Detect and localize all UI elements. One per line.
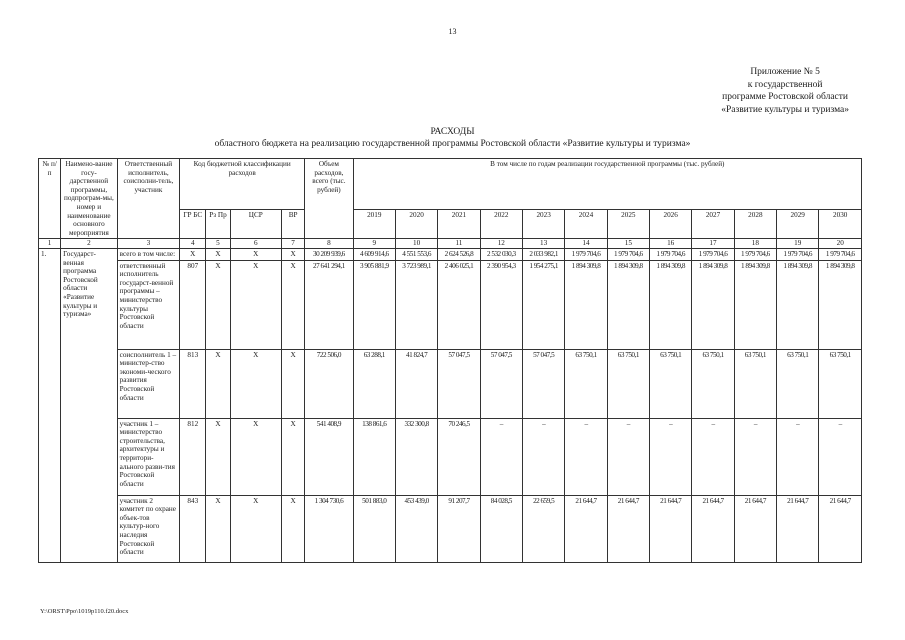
year-value-cell: – [522,418,564,495]
header-year: 2024 [565,210,607,239]
year-value-cell: 1 979 704,6 [734,248,776,260]
expenditure-table [38,158,862,563]
header-by-year: В том числе по годам реализации государственной программы (тыс. рублей) [353,159,861,210]
header-budget-code: Код бюджетной классификации расходов [180,159,305,210]
executor-cell: участник 1 – министерство строительства, архитектуры и территори-ального разви-тия Ростовской области [117,418,180,495]
year-value-cell: 1 894 309,8 [692,260,734,349]
year-value-cell: 3 905 881,9 [353,260,395,349]
year-value-cell: 1 979 704,6 [650,248,692,260]
rzpr-cell: X [206,495,230,562]
year-value-cell: 1 894 309,8 [734,260,776,349]
header-year: 2030 [819,210,862,239]
column-number: 12 [480,239,522,249]
column-number: 10 [395,239,437,249]
column-number: 11 [438,239,480,249]
year-value-cell: 1 979 704,6 [565,248,607,260]
total-cell: 1 304 730,6 [305,495,353,562]
year-value-cell: 21 644,7 [692,495,734,562]
table-row [39,349,862,418]
vr-cell: X [281,260,304,349]
file-path-footer: Y:\ORST\Ppo\1019p110.f20.docx [40,608,129,615]
column-number: 20 [819,239,862,249]
year-value-cell: – [692,418,734,495]
year-value-cell: 21 644,7 [565,495,607,562]
document-title-block [0,126,905,150]
column-number: 14 [565,239,607,249]
appendix-line-3: программе Ростовской области [722,92,849,102]
vr-cell: X [281,248,304,260]
year-value-cell: 1 894 309,8 [565,260,607,349]
grbs-cell: X [180,248,206,260]
year-value-cell: 1 894 309,8 [819,260,862,349]
header-year: 2021 [438,210,480,239]
table-row [39,418,862,495]
header-year: 2023 [522,210,564,239]
header-executor: Ответственный исполнитель, соисполни-тель, участник [117,159,180,239]
executor-cell: соисполнитель 1 – министер-ство экономи-ческого развития Ростовской области [117,349,180,418]
column-number: 17 [692,239,734,249]
year-value-cell: 63 750,1 [607,349,649,418]
csr-cell: X [230,418,281,495]
column-number: 4 [180,239,206,249]
header-total-volume: Объем расходов, всего (тыс. рублей) [305,159,353,239]
year-value-cell: 84 028,5 [480,495,522,562]
year-value-cell: 332 300,8 [395,418,437,495]
year-value-cell: – [734,418,776,495]
column-number: 19 [777,239,819,249]
header-year: 2028 [734,210,776,239]
header-num: № п/п [39,159,61,239]
vr-cell: X [281,349,304,418]
header-vr: ВР [281,210,304,239]
column-number: 8 [305,239,353,249]
year-value-cell: 2 532 030,3 [480,248,522,260]
executor-cell: всего в том числе: [117,248,180,260]
column-number: 7 [281,239,304,249]
year-value-cell: 1 894 309,8 [777,260,819,349]
year-value-cell: 1 894 309,8 [607,260,649,349]
year-value-cell: – [480,418,522,495]
appendix-line-1: Приложение № 5 [750,67,820,77]
year-value-cell: 21 644,7 [607,495,649,562]
csr-cell: X [230,349,281,418]
table-row [39,260,862,349]
rzpr-cell: X [206,248,230,260]
page-number: 13 [448,27,457,36]
year-value-cell: 63 750,1 [777,349,819,418]
executor-cell: участник 2 комитет по охране объек-тов культур-ного наследия Ростовской области [117,495,180,562]
grbs-cell: 807 [180,260,206,349]
rzpr-cell: X [206,418,230,495]
year-value-cell: 41 824,7 [395,349,437,418]
year-value-cell: 63 750,1 [692,349,734,418]
year-value-cell: 21 644,7 [777,495,819,562]
year-value-cell: 3 723 989,1 [395,260,437,349]
year-value-cell: 4 609 914,6 [353,248,395,260]
year-value-cell: 2 406 025,1 [438,260,480,349]
column-number: 18 [734,239,776,249]
document-subtitle: областного бюджета на реализацию государственной программы Ростовской области «Развитие культуры и туризма» [214,139,691,149]
year-value-cell: 2 624 526,8 [438,248,480,260]
year-value-cell: 63 288,1 [353,349,395,418]
column-number: 9 [353,239,395,249]
header-rzpr: Рз Пр [206,210,230,239]
total-cell: 30 209 939,6 [305,248,353,260]
year-value-cell: 501 883,0 [353,495,395,562]
year-value-cell: 1 979 704,6 [692,248,734,260]
year-value-cell: 63 750,1 [565,349,607,418]
header-year: 2026 [650,210,692,239]
year-value-cell: 1 979 704,6 [607,248,649,260]
header-year: 2020 [395,210,437,239]
year-value-cell: 453 439,0 [395,495,437,562]
table-row [39,248,862,260]
vr-cell: X [281,418,304,495]
header-program-name: Наимено-вание госу-дарственной программы, подпрограм-мы, номер и наименование основного мероприятия [61,159,117,239]
year-value-cell: – [819,418,862,495]
csr-cell: X [230,248,281,260]
year-value-cell: 22 659,5 [522,495,564,562]
table-row [39,495,862,562]
year-value-cell: 63 750,1 [650,349,692,418]
column-number: 1 [39,239,61,249]
year-value-cell: 4 551 553,6 [395,248,437,260]
appendix-line-2: к государственной [747,79,823,90]
column-number-row [39,239,862,249]
program-number: 1. [39,248,61,562]
year-value-cell: 2 033 982,1 [522,248,564,260]
column-number: 16 [650,239,692,249]
year-value-cell: 57 047,5 [438,349,480,418]
year-value-cell: 57 047,5 [522,349,564,418]
column-number: 6 [230,239,281,249]
column-number: 15 [607,239,649,249]
document-title: РАСХОДЫ [430,127,475,137]
year-value-cell: 21 644,7 [819,495,862,562]
total-cell: 722 506,0 [305,349,353,418]
year-value-cell: – [565,418,607,495]
header-csr: ЦСР [230,210,281,239]
total-cell: 541 408,9 [305,418,353,495]
header-year: 2022 [480,210,522,239]
year-value-cell: 2 390 954,3 [480,260,522,349]
appendix-line-4: «Развитие культуры и туризма» [721,104,849,115]
year-value-cell: – [607,418,649,495]
year-value-cell: – [650,418,692,495]
rzpr-cell: X [206,349,230,418]
rzpr-cell: X [206,260,230,349]
column-number: 2 [61,239,117,249]
header-year: 2029 [777,210,819,239]
grbs-cell: 812 [180,418,206,495]
program-name: Государст-венная программа Ростовской области «Развитие культуры и туризма» [61,248,117,562]
year-value-cell: 57 047,5 [480,349,522,418]
grbs-cell: 843 [180,495,206,562]
column-number: 5 [206,239,230,249]
header-year: 2019 [353,210,395,239]
year-value-cell: 1 894 309,8 [650,260,692,349]
year-value-cell: 138 861,6 [353,418,395,495]
year-value-cell: – [777,418,819,495]
header-year: 2027 [692,210,734,239]
vr-cell: X [281,495,304,562]
total-cell: 27 641 294,1 [305,260,353,349]
csr-cell: X [230,260,281,349]
year-value-cell: 70 246,5 [438,418,480,495]
grbs-cell: 813 [180,349,206,418]
year-value-cell: 1 979 704,6 [819,248,862,260]
column-number: 13 [522,239,564,249]
header-grbs: ГР БС [180,210,206,239]
year-value-cell: 1 979 704,6 [777,248,819,260]
year-value-cell: 91 207,7 [438,495,480,562]
year-value-cell: 63 750,1 [734,349,776,418]
header-year: 2025 [607,210,649,239]
appendix-header [721,66,849,116]
executor-cell: ответственный исполнитель государст-венной программы – министерство культуры Ростовской области [117,260,180,349]
year-value-cell: 63 750,1 [819,349,862,418]
csr-cell: X [230,495,281,562]
year-value-cell: 1 954 275,1 [522,260,564,349]
year-value-cell: 21 644,7 [650,495,692,562]
year-value-cell: 21 644,7 [734,495,776,562]
column-number: 3 [117,239,180,249]
